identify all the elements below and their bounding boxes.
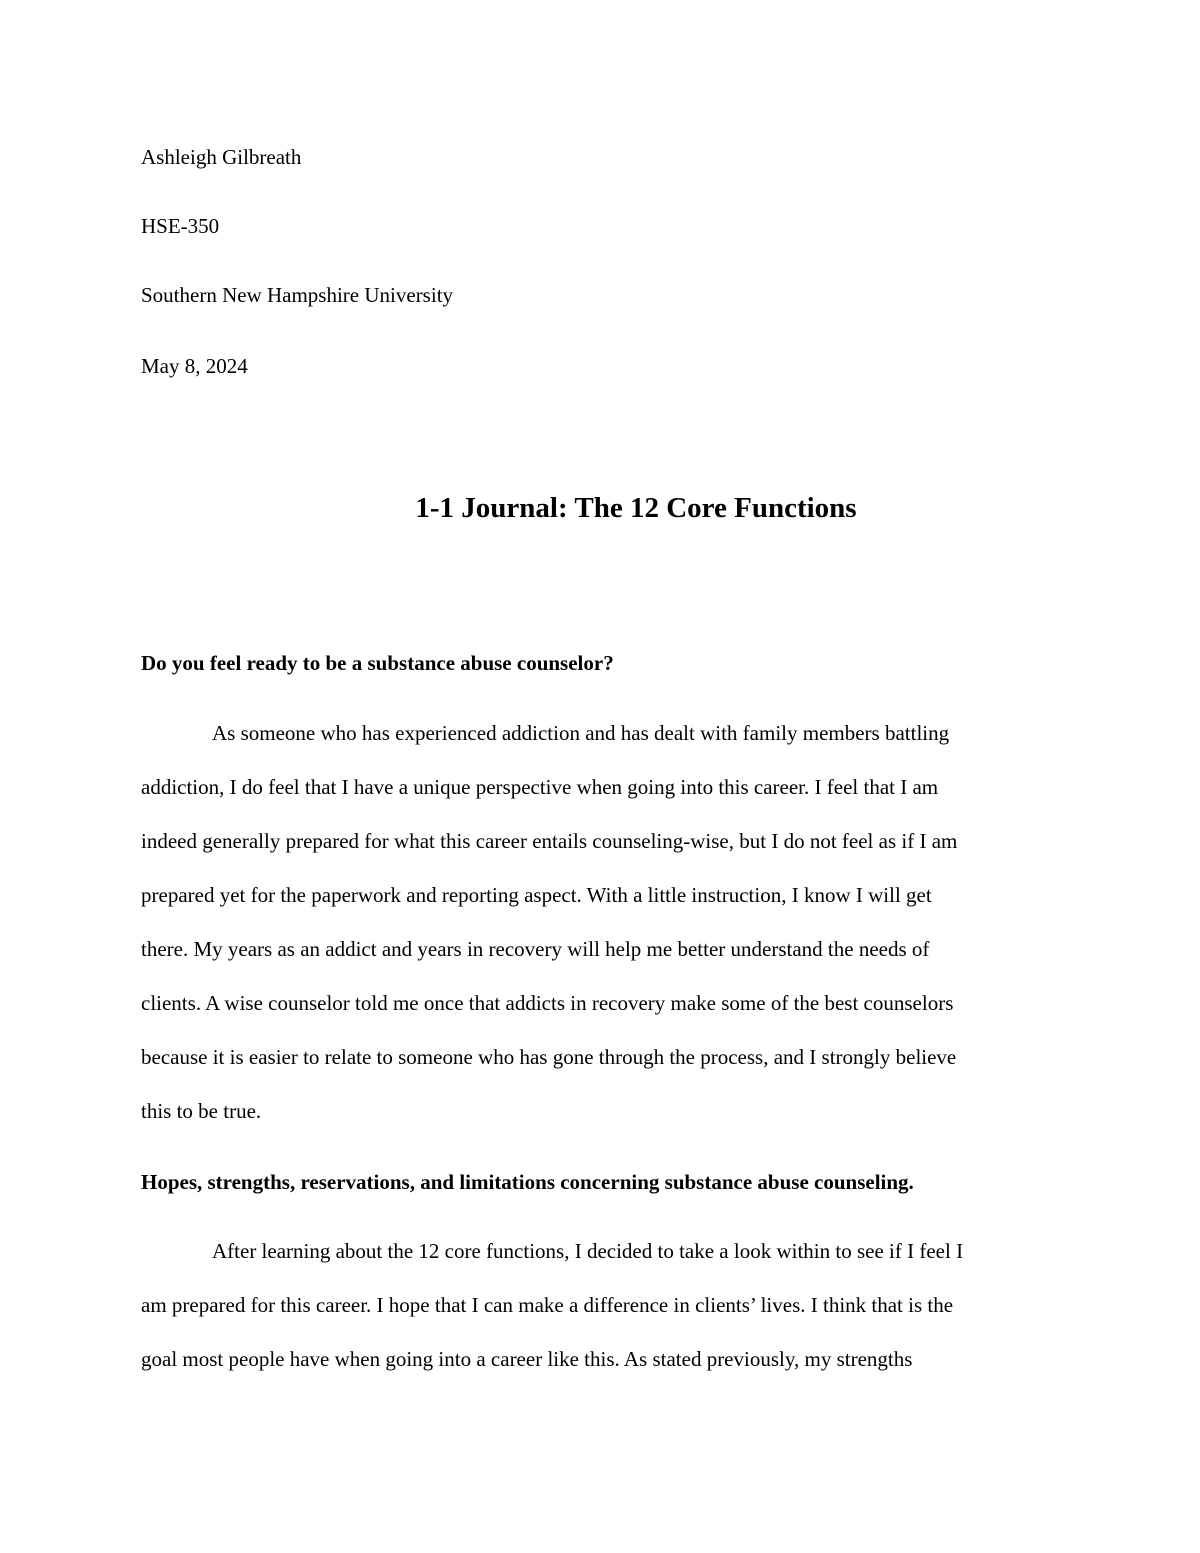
section-heading-readiness: Do you feel ready to be a substance abuse counselor? bbox=[141, 651, 614, 675]
paragraph-line: As someone who has experienced addiction and has dealt with family members battling bbox=[212, 721, 950, 745]
paragraph-line: goal most people have when going into a career like this. As stated previously, my strengths bbox=[141, 1347, 913, 1371]
course-code: HSE-350 bbox=[141, 214, 220, 238]
section-heading-hopes: Hopes, strengths, reservations, and limitations concerning substance abuse counseling. bbox=[141, 1170, 914, 1194]
paragraph-line: because it is easier to relate to someone who has gone through the process, and I strongly believe bbox=[141, 1045, 957, 1069]
submission-date: May 8, 2024 bbox=[141, 354, 248, 378]
paragraph-line: this to be true. bbox=[141, 1099, 262, 1123]
paragraph-line: there. My years as an addict and years in recovery will help me better understand the needs of bbox=[141, 937, 930, 961]
institution-name: Southern New Hampshire University bbox=[141, 283, 454, 307]
author-name: Ashleigh Gilbreath bbox=[141, 145, 302, 169]
paragraph-line: am prepared for this career. I hope that I can make a difference in clients’ lives. I think that is the bbox=[141, 1293, 954, 1317]
paragraph-line: addiction, I do feel that I have a unique perspective when going into this career. I feel that I am bbox=[141, 775, 939, 799]
paragraph-line: prepared yet for the paperwork and reporting aspect. With a little instruction, I know I will get bbox=[141, 883, 932, 907]
paragraph-line: After learning about the 12 core functions, I decided to take a look within to see if I feel I bbox=[212, 1239, 964, 1263]
paragraph-line: indeed generally prepared for what this career entails counseling-wise, but I do not feel as if I am bbox=[141, 829, 958, 853]
document-title: 1-1 Journal: The 12 Core Functions bbox=[415, 492, 857, 524]
paragraph-line: clients. A wise counselor told me once that addicts in recovery make some of the best counselors bbox=[141, 991, 954, 1015]
